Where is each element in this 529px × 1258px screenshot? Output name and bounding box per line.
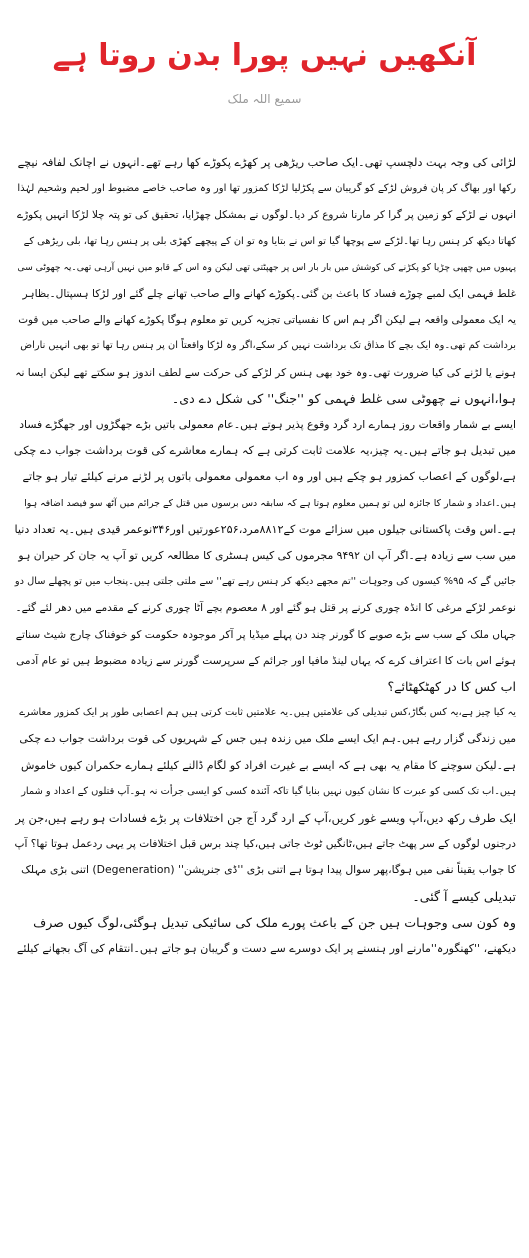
text-line: غلط فہمی ایک لمبے چوڑے فساد کا باعث بن گئی۔پکوڑے کھانے والے صاحب تھانے چلے گئے اور لڑکا ہسپتال۔بظاہر [22, 288, 516, 301]
text-line: ایک طرف رکھ دیں،آپ ویسے غور کریں،آپ کے ارد گرد آج جن اختلافات پر بڑے فسادات ہو رہے ہیں،جن پر [15, 811, 516, 826]
text-line: ایسے بے شمار واقعات روز ہمارے ارد گرد وقوع پذیر ہوتے ہیں۔عام معمولی باتیں بڑے جھگڑوں اور جھگڑے فساد [19, 418, 516, 432]
text-line: جائیں گے کہ ۹۵% کیسوں کی وجوہات ''تم مجھے دیکھ کر ہنس رہے تھے'' سے ملتی جلتی ہیں۔پنجاب میں تو پچھلے سال دو [14, 576, 516, 588]
article-headline: آنکھیں نہیں پورا بدن روتا ہے [52, 38, 477, 73]
text-line: پہیوں میں چھپی چڑیا کو پکڑنے کی کوشش میں بار بار اس پر جھپٹتی تھی لیکن وہ اس کے قابو میں نہیں آرہی تھی۔یہ چھوٹی سی [17, 261, 516, 273]
text-line: یہ ایک معمولی واقعہ ہے لیکن اگر ہم اس کا نفسیاتی تجزیہ کریں تو معلوم ہوگا پکوڑے کھانے والے صاحب میں قوت [18, 314, 516, 327]
text-line: میں زندگی گزار رہے ہیں۔ہم ایک ایسے ملک میں زندہ ہیں جس کے شہریوں کی قوت برداشت جواب دے چکی [19, 732, 516, 746]
text-line: یہ کیا چیز ہے،یہ کس بگاڑ،کس تبدیلی کی علامتیں ہیں۔یہ علامتیں ثابت کرتی ہیں ہم اعصابی طور پر ایک کمزور معاشرے [19, 707, 516, 719]
text-line: رکھا اور بھاگ کر پان فروش لڑکے کو گریبان سے پکڑلیا لڑکا کمزور تھا اور وہ صاحب خاصے مضبوط اور لحیم وشحیم لہٰذا [17, 183, 516, 195]
text-line: ہیں۔اعداد و شمار کا جائزہ لیں تو ہمیں معلوم ہوتا ہے کہ سابقہ دس برسوں میں قتل کے جرائم میں آٹھ سو فیصد اضافہ ہوا [24, 497, 516, 509]
text-line: اب کس کا در کھٹکھٹائے؟ [387, 679, 516, 695]
text-line: برداشت کم تھی۔وہ ایک بچے کا مذاق تک برداشت نہیں کر سکے،اگر وہ لڑکا واقعتاً ان پر ہنس رہا تھا تو بھی انہیں ناراض [20, 340, 516, 352]
text-line: میں سب سے زیادہ ہے۔اگر آپ ان ۹۴۹۲ مجرموں کی کیس ہسٹری کا مطالعہ کریں تو آپ یہ جان کر حیران ہو [18, 549, 516, 563]
text-line: لڑائی کی وجہ بہت دلچسپ تھی۔ایک صاحب ریڑھی پر کھڑے پکوڑے کھا رہے تھے۔انہوں نے اچانک لفافہ نیچے [17, 156, 516, 169]
text-line: کا جواب یقیناً نفی میں ہوگا،پھر سوال پیدا ہوتا ہے اتنی بڑی ''ڈی جنریشن'' (Degeneration) اتنی بڑی مہلک [21, 863, 516, 877]
text-line: انہوں نے لڑکے کو زمین پر گرا کر مارنا شروع کر دیا۔لوگوں نے بمشکل چھڑایا، تحقیق کی تو پتہ چلا لڑکا انہیں پکوڑے [17, 209, 516, 222]
article-body [14, 150, 516, 962]
text-line: ہے۔لیکن سوچنے کا مقام یہ بھی ہے کہ ایسے بے غیرت افراد کو لگام ڈالنے کیلئے ہمارے حکمران کیوں خاموش [20, 758, 516, 772]
text-line: میں تبدیل ہو جاتے ہیں۔یہ چیز،یہ علامت ثابت کرتی ہے کہ ہمارے معاشرے کی قوت برداشت جواب دے چکی [14, 444, 516, 458]
text-line: ہوا،انہوں نے چھوٹی سی غلط فہمی کو ''جنگ'' کی شکل دے دی۔ [171, 390, 516, 406]
paragraph-1 [14, 150, 516, 412]
author-byline: سمیع اللہ ملک [227, 92, 302, 106]
text-line: وہ کون سی وجوہات ہیں جن کے باعث پورے ملک کی سائیکی تبدیل ہوگئی،لوگ کیوں صرف [33, 914, 516, 930]
text-line: دیکھنے، ''کھنگورہ''مارنے اور ہنسنے پر ایک دوسرے سے دست و گریبان ہو جاتے ہیں۔انتقام کی آگ بجھانے کیلئے [16, 942, 516, 956]
text-line: ہونے یا لڑنے کی کیا ضرورت تھی۔وہ خود بھی ہنس کر لڑکے کی حرکت سے لطف اندوز ہو سکتے تھے لیکن ایسا نہ [15, 366, 516, 379]
paragraph-2 [14, 412, 516, 700]
text-line: کھاتا دیکھ کر ہنس رہا تھا۔لڑکے سے پوچھا گیا تو اس نے بتایا وہ تو ان کے پیچھے کھڑی بلی پر ہنس رہا تھا، بلی ریڑھی کے [23, 235, 516, 247]
text-line: ہیں۔اب تک کسی کو عبرت کا نشان کیوں نہیں بنایا گیا تاکہ آئندہ کسی کو ایسی جرأت نہ ہو۔آپ قتلوں کے اعداد و شمار [21, 785, 516, 797]
text-line: ہے،لوگوں کے اعصاب کمزور ہو چکے ہیں اور وہ اب معمولی معمولی باتوں پر لڑنے مرنے کیلئے تیار ہو جاتے [22, 470, 516, 484]
text-line: ہے۔اس وقت پاکستانی جیلوں میں سزائے موت کے۸۸۱۲مرد،۲۵۶عورتیں اور۳۴۶نوعمر قیدی ہیں۔یہ تعداد دنیا [14, 522, 516, 536]
text-line: نوعمر لڑکے مرغی کا انڈہ چوری کرنے پر قتل ہو گئے اور ۸ معصوم بچے آٹا چوری کرنے کے مقدمے میں دھر لئے گئے۔ [15, 602, 516, 615]
text-line: درجنوں لوگوں کے سر پھٹ جاتے ہیں،ٹانگیں ٹوٹ جاتی ہیں،کیا چند برس قبل اختلافات پر یہی ردعمل ہوتا تھا؟ آپ [14, 838, 516, 851]
paragraph-4 [14, 910, 516, 962]
text-line: تبدیلی کیسے آ گئی۔ [412, 888, 516, 904]
text-line: جہاں ملک کے سب سے بڑے صوبے کا گورنر چند دن پہلے میڈیا پر آکر موجودہ حکومت کو خوفناک چارج شیٹ سناتے [15, 628, 516, 641]
text-line: ہوئے اس بات کا اعتراف کرے کہ یہاں لینڈ مافیا اور جرائم کے سرپرست گورنر سے زیادہ مضبوط ہیں تو عام آدمی [16, 654, 516, 667]
paragraph-3 [14, 700, 516, 910]
